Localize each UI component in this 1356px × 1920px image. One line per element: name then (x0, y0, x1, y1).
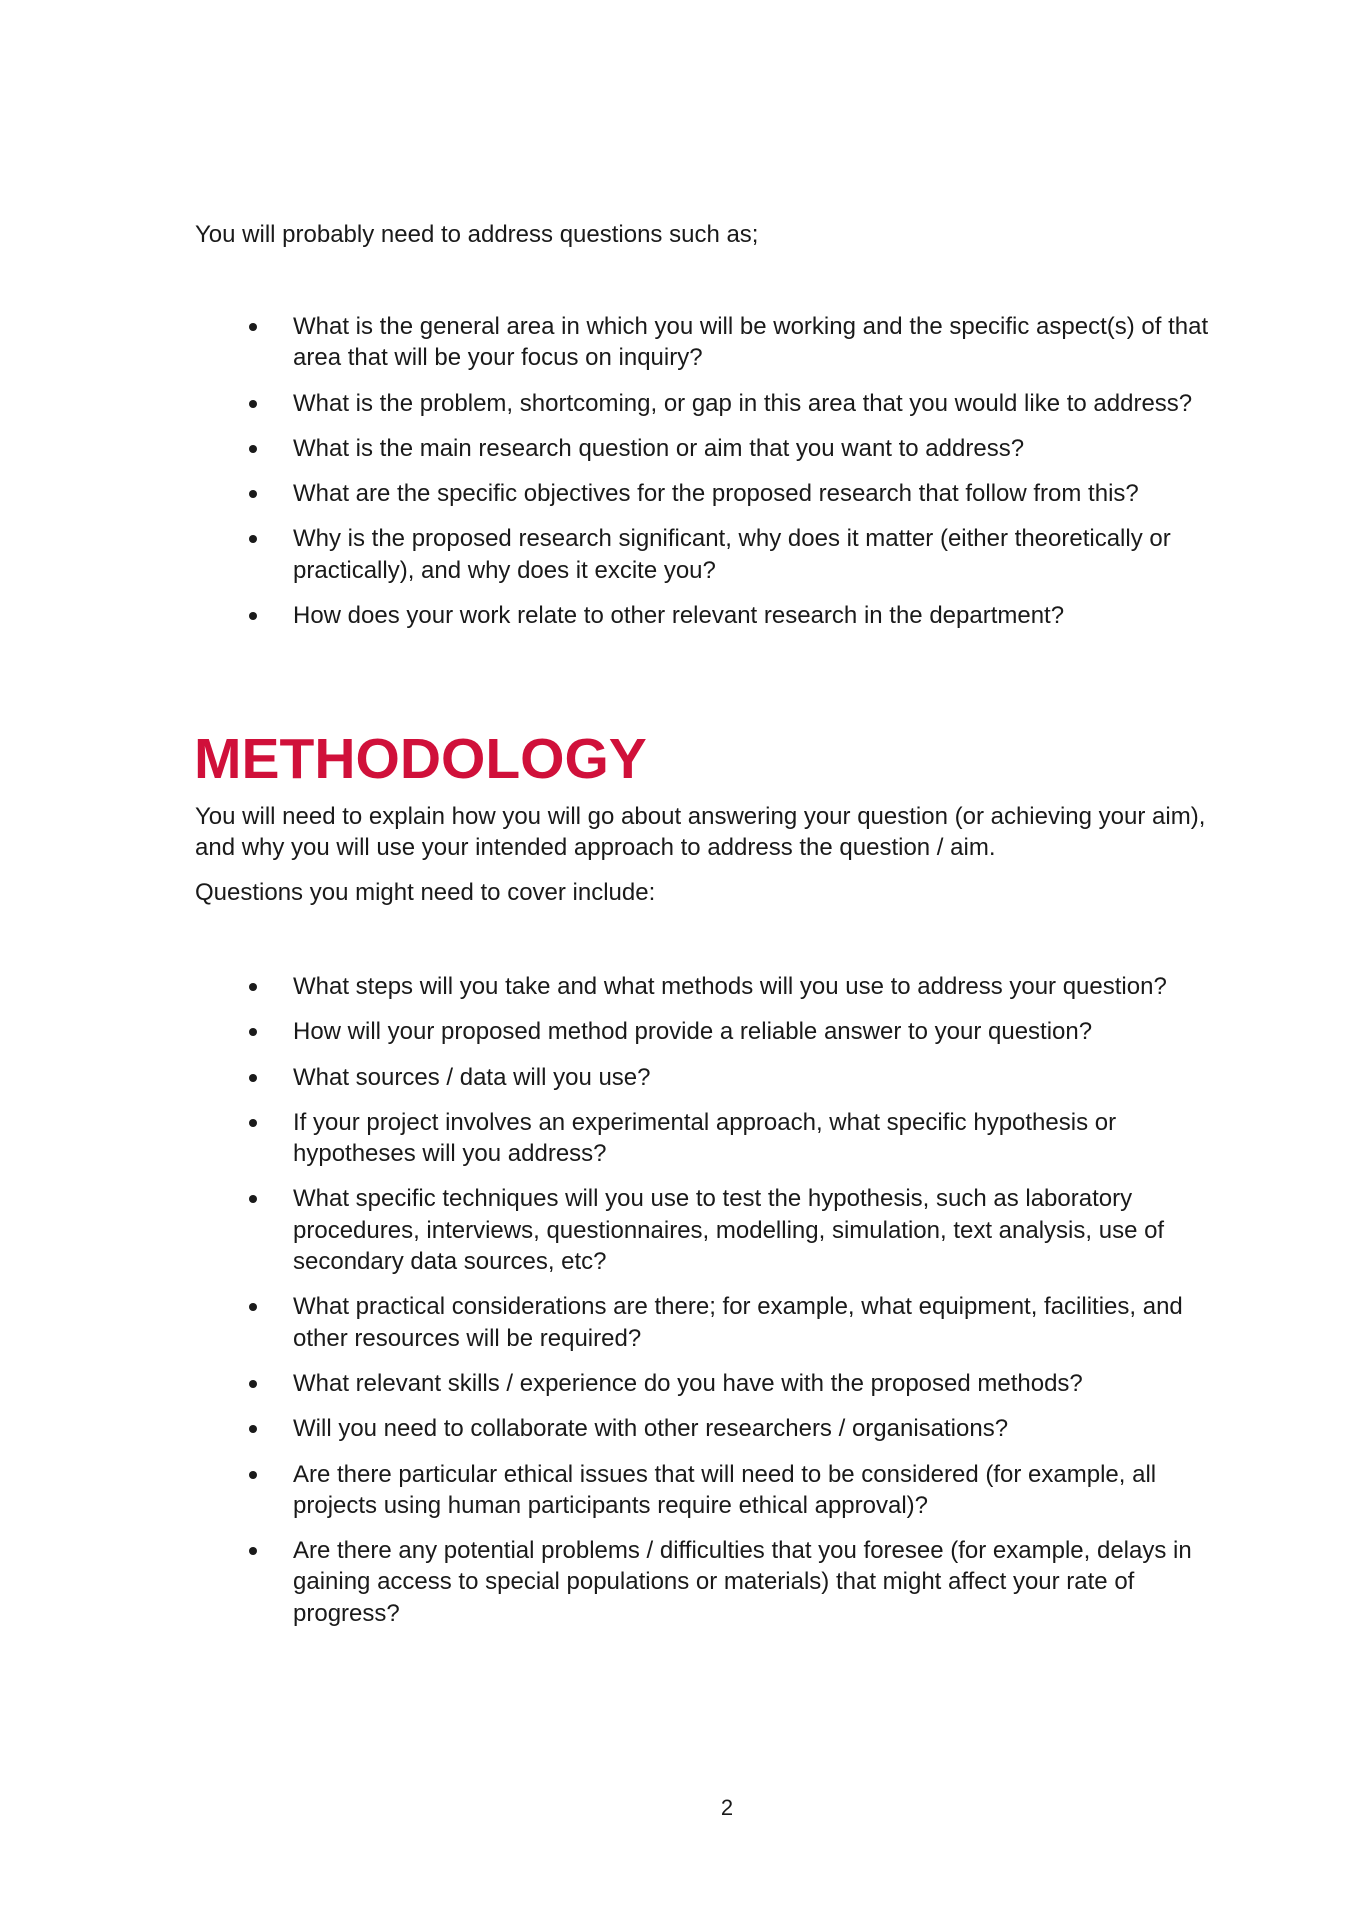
bullet-icon (249, 1028, 257, 1036)
list-item: Will you need to collaborate with other researchers / organisations? (0, 1413, 1192, 1444)
bullet-icon (249, 490, 257, 498)
bullet-icon (249, 535, 257, 543)
section-heading-methodology: METHODOLOGY (194, 727, 647, 791)
bullet-icon (249, 1547, 257, 1555)
bullet-icon (249, 400, 257, 408)
bullet-icon (249, 445, 257, 453)
list-item: If your project involves an experimental approach, what specific hypothesis or hypotheses will you address? (0, 1107, 1192, 1170)
methodology-paragraph: You will need to explain how you will go about answering your question (or achieving your aim), and why you will use your intended approach to address the question / aim. (195, 803, 1206, 862)
methodology-question-list (0, 971, 1192, 1643)
bullet-icon (249, 1303, 257, 1311)
list-item: What are the specific objectives for the proposed research that follow from this? (0, 478, 1208, 509)
list-item: What practical considerations are there; for example, what equipment, facilities, and other resources will be required? (0, 1291, 1192, 1354)
list-item: What is the main research question or aim that you want to address? (0, 433, 1208, 464)
bullet-icon (249, 983, 257, 991)
intro-paragraph: You will probably need to address questions such as; (195, 221, 759, 248)
page-number: 2 (720, 1795, 734, 1820)
methodology-lead-in: Questions you might need to cover include: (195, 879, 656, 906)
list-item: Are there any potential problems / difficulties that you foresee (for example, delays in gaining access to special populations or materials) that might affect your rate of progress? (0, 1535, 1192, 1629)
bullet-icon (249, 612, 257, 620)
bullet-icon (249, 323, 257, 331)
bullet-icon (249, 1380, 257, 1388)
list-item: How will your proposed method provide a reliable answer to your question? (0, 1016, 1192, 1047)
bullet-icon (249, 1074, 257, 1082)
list-item: What steps will you take and what methods will you use to address your question? (0, 971, 1192, 1002)
bullet-icon (249, 1425, 257, 1433)
intro-question-list (0, 311, 1208, 645)
list-item: What specific techniques will you use to test the hypothesis, such as laboratory procedures, interviews, questionnaires, modelling, simulation, text analysis, use of secondary data sources, etc? (0, 1183, 1192, 1277)
list-item: What is the general area in which you will be working and the specific aspect(s) of that area that will be your focus on inquiry? (0, 311, 1208, 374)
bullet-icon (249, 1471, 257, 1479)
list-item: Are there particular ethical issues that will need to be considered (for example, all projects using human participants require ethical approval)? (0, 1459, 1192, 1522)
list-item: How does your work relate to other relevant research in the department? (0, 600, 1208, 631)
bullet-icon (249, 1119, 257, 1127)
list-item: What relevant skills / experience do you have with the proposed methods? (0, 1368, 1192, 1399)
bullet-icon (249, 1195, 257, 1203)
list-item: Why is the proposed research significant, why does it matter (either theoretically or practically), and why does it excite you? (0, 523, 1208, 586)
list-item: What sources / data will you use? (0, 1062, 1192, 1093)
list-item: What is the problem, shortcoming, or gap in this area that you would like to address? (0, 388, 1208, 419)
